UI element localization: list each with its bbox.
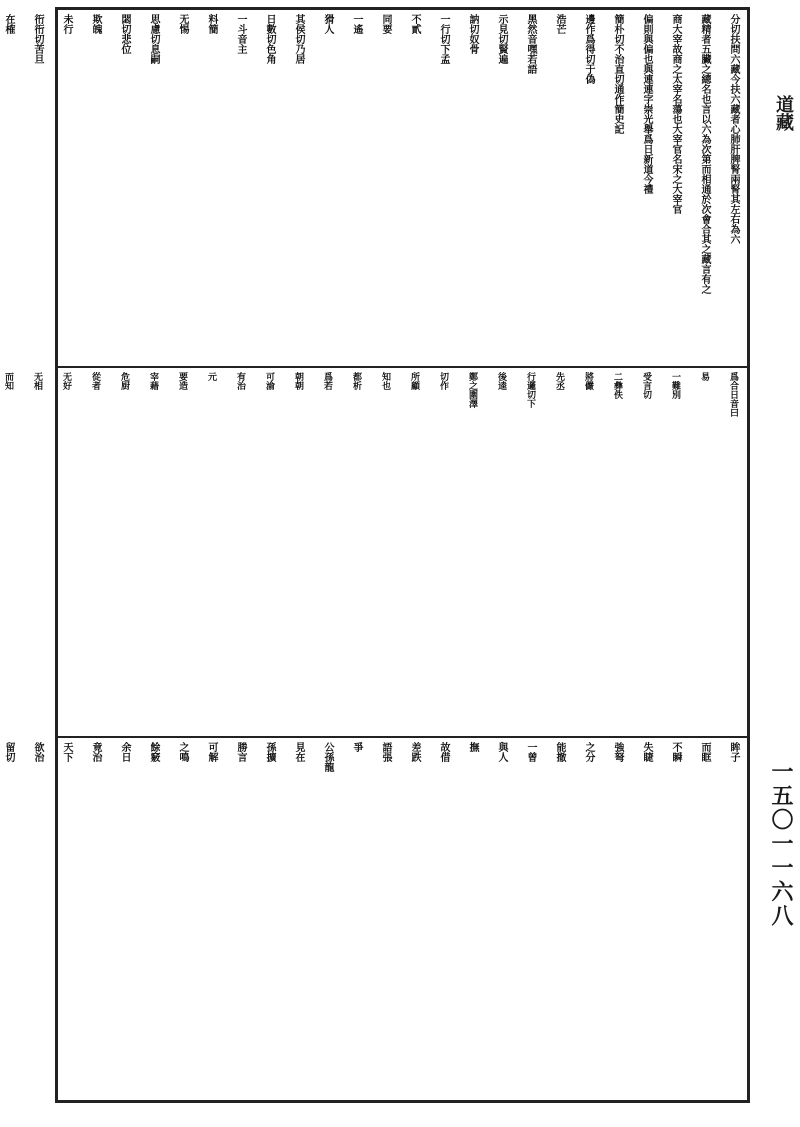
text-column: 朝朝 — [293, 372, 303, 390]
text-column: 猾人 — [322, 14, 333, 34]
text-column: 黑然音嘿若語 — [525, 14, 536, 74]
bottom-section — [3, 742, 746, 1097]
text-column: 天下 — [61, 742, 72, 762]
text-column: 而知 — [3, 372, 13, 390]
text-column: 一行切下孟 — [438, 14, 449, 64]
text-column: 之鳴 — [177, 742, 188, 762]
text-column: 差跌 — [409, 742, 420, 762]
middle-section — [3, 372, 746, 732]
text-column: 眸子 — [728, 742, 739, 762]
text-column: 所顧 — [409, 372, 419, 390]
text-column: 一遙 — [351, 14, 362, 34]
text-column: 從者 — [90, 372, 100, 390]
side-label: 道藏 — [773, 95, 794, 131]
top-section-columns — [3, 14, 746, 362]
text-column: 一斗音主 — [235, 14, 246, 54]
text-column: 在榷 — [3, 14, 14, 34]
text-column: 簡朴切不治直切通作簡史記 — [612, 14, 623, 134]
text-column: 其侯切乃居 — [293, 14, 304, 64]
text-column: 危厨 — [119, 372, 129, 390]
text-column: 无相 — [32, 372, 42, 390]
section-divider-top — [55, 366, 750, 368]
text-column: 不瞬 — [670, 742, 681, 762]
text-column: 有治 — [235, 372, 245, 390]
text-column: 強弩 — [612, 742, 623, 762]
text-column: 爭 — [351, 742, 362, 752]
text-column: 知也 — [380, 372, 390, 390]
text-column: 留切 — [3, 742, 14, 762]
text-column: 後逵 — [496, 372, 506, 390]
text-column: 行邏切下 — [525, 372, 535, 408]
text-column: 爲合日音曰 — [728, 372, 738, 417]
text-column: 余日 — [119, 742, 130, 762]
text-column: 之分 — [583, 742, 594, 762]
text-column: 先丞 — [554, 372, 564, 390]
text-column: 竟治 — [90, 742, 101, 762]
text-column: 同要 — [380, 14, 391, 34]
text-column: 藏精者五臟之總名也言以六為次第而相通於次會合其之藏言有之 — [699, 14, 710, 294]
text-column: 而眶 — [699, 742, 710, 762]
text-column: 一曾 — [525, 742, 536, 762]
text-column: 分切扶問六藏今扶六藏者心肺肝脾腎兩腎其左右為六 — [728, 14, 739, 244]
text-column: 元 — [206, 372, 216, 381]
text-column: 將儼 — [583, 372, 593, 390]
text-column: 要造 — [177, 372, 187, 390]
text-column: 爲若 — [322, 372, 332, 390]
text-column: 示見切賢遍 — [496, 14, 507, 64]
text-column: 訥切奴骨 — [467, 14, 478, 54]
text-column: 受言切 — [641, 372, 651, 399]
text-column: 欺魄 — [90, 14, 101, 34]
text-column: 日數切色角 — [264, 14, 275, 64]
text-column: 公孫龍 — [322, 742, 333, 772]
text-column: 不貳 — [409, 14, 420, 34]
text-column: 可渝 — [264, 372, 274, 390]
text-column: 欲治 — [32, 742, 43, 762]
section-divider-bottom — [55, 736, 750, 738]
text-column: 偏則與偏也與連連字崇光舉爲日新道今禮 — [641, 14, 652, 194]
text-column: 二彝佚 — [612, 372, 622, 399]
text-column: 宰藉 — [148, 372, 158, 390]
text-column: 能撤 — [554, 742, 565, 762]
text-column: 无好 — [61, 372, 71, 390]
text-column: 鄭之圍澤 — [467, 372, 477, 408]
text-column: 一難別 — [670, 372, 680, 399]
bottom-section-columns — [3, 742, 746, 1097]
text-column: 餘竅 — [148, 742, 159, 762]
text-column: 都析 — [351, 372, 361, 390]
text-column: 語張 — [380, 742, 391, 762]
text-column: 衎衎切苦旦 — [32, 14, 43, 64]
text-column: 失睫 — [641, 742, 652, 762]
text-column: 撫 — [467, 742, 478, 752]
middle-section-columns — [3, 372, 746, 732]
top-section — [3, 14, 746, 362]
text-column: 料簡 — [206, 14, 217, 34]
text-column: 无惕 — [177, 14, 188, 34]
text-column: 思慮切息嗣 — [148, 14, 159, 64]
text-column: 故借 — [438, 742, 449, 762]
text-column: 邊作爲得切于偽 — [583, 14, 594, 84]
text-column: 與人 — [496, 742, 507, 762]
text-column: 商大宰故商之太宰名蕩也大宰官名宋之大宰官 — [670, 14, 681, 214]
text-column: 見在 — [293, 742, 304, 762]
text-column: 勝言 — [235, 742, 246, 762]
text-column: 浩芒 — [554, 14, 565, 34]
text-column: 切作 — [438, 372, 448, 390]
text-column: 未行 — [61, 14, 72, 34]
text-column: 可解 — [206, 742, 217, 762]
text-column: 孫擴 — [264, 742, 275, 762]
text-column: 閟切悲位 — [119, 14, 130, 54]
page-number: 一五〇一一六八 — [768, 760, 794, 928]
text-column: 易 — [699, 372, 709, 381]
